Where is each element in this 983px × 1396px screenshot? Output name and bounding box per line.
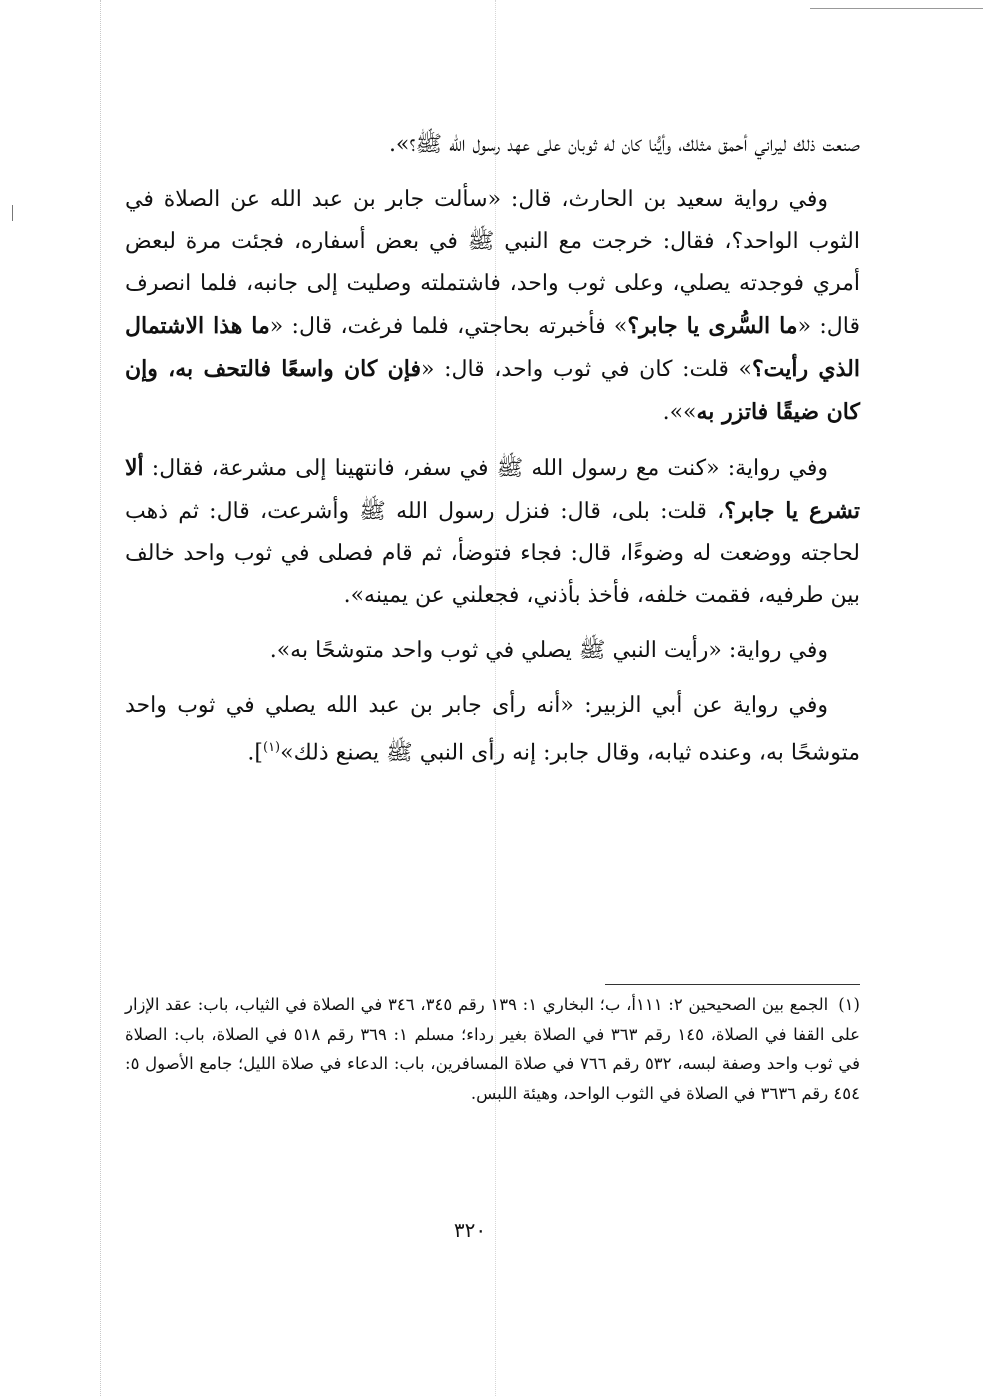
footnote-separator xyxy=(605,984,860,985)
footnote xyxy=(125,990,860,1108)
text-segment: »». xyxy=(662,400,697,425)
paragraph xyxy=(125,630,860,672)
text-segment: وفي رواية: «رأيت النبي ﷺ يصلي في ثوب واحد متوشحًا به». xyxy=(269,638,828,663)
text-segment: ، قلت: بلى، قال: فنزل رسول الله ﷺ وأشرعت، قال: ثم ذهب لحاجته ووضعت له وضوءًا، قال: فجاء فتوضأ، ثم قام فصلى في ثوب واحد خالف بين طرفيه، فقمت خلفه، فأخذ بأذني، فجعلني عن يمينه». xyxy=(125,499,860,608)
text-segment: ]. xyxy=(247,740,263,766)
paragraph xyxy=(125,447,860,617)
text-segment: صنعت ذلك ليراني أحمق مثلك، وأيُّنا كان له ثوبان على عهد رسول الله ﷺ؟». xyxy=(388,132,860,157)
hadith-quote: ألا تشرع يا جابر؟ xyxy=(125,455,860,524)
text-segment: وفي رواية عن أبي الزبير: «أنه رأى جابر بن عبد الله يصلي في ثوب واحد متوشحًا به، وعنده ثيابه، وقال جابر: إنه رأى النبي ﷺ يصنع ذلك» xyxy=(125,693,860,766)
paragraph xyxy=(125,124,860,166)
paragraph xyxy=(125,179,860,434)
text-segment: » فأخبرته بحاجتي، فلما فرغت، قال: « xyxy=(269,314,628,339)
footnote-ref: (١) xyxy=(262,740,281,755)
paragraph xyxy=(125,685,860,774)
scan-edge-line xyxy=(810,8,983,9)
hadith-quote: ما السُّرى يا جابر؟ xyxy=(627,313,798,339)
footnote-number: (١) xyxy=(838,995,860,1014)
scan-artifact-line xyxy=(100,0,101,1396)
text-segment: وفي رواية سعيد بن الحارث، قال: «سألت جابر بن عبد الله عن الصلاة في الثوب الواحد؟، فقال: خرجت مع النبي ﷺ في بعض أسفاره، فجئت مرة لبعض أمري فوجدته يصلي، وعلى ثوب واحد، فاشتملته وصليت إلى جانبه، فلما انصرف قال: « xyxy=(125,187,860,339)
footnote-text: الجمع بين الصحيحين ٢: ١١١أ، ب؛ البخاري ١: ١٣٩ رقم ٣٤٥، ٣٤٦ في الصلاة في الثياب، باب: عقد الإزار على القفا في الصلاة، ١٤٥ رقم ٣٦٣ في الصلاة بغير رداء؛ مسلم ١: ٣٦٩ رقم ٥١٨ في الصلاة، باب: الصلاة في ثوب واحد وصفة لبسه، ٥٣٢ رقم ٧٦٦ في صلاة المسافرين، باب: الدعاء في صلاة الليل؛ جامع الأصول ٥: ٤٥٤ رقم ٣٦٣٦ في الصلاة في الثوب الواحد، وهيئة اللبس. xyxy=(125,995,861,1103)
hadith-quote: فإن كان واسعًا فالتحف به، وإن كان ضيقًا فاتزر به xyxy=(125,356,860,425)
margin-mark xyxy=(12,205,13,221)
hadith-quote: ما هذا الاشتمال الذي رأيت؟ xyxy=(125,313,860,382)
main-text xyxy=(125,124,860,787)
page-number: ٣٢٠ xyxy=(453,1218,487,1242)
text-segment: » قلت: كان في ثوب واحد، قال: « xyxy=(421,357,752,382)
text-segment: وفي رواية: «كنت مع رسول الله ﷺ في سفر، فانتهينا إلى مشرعة، فقال: xyxy=(143,456,828,481)
